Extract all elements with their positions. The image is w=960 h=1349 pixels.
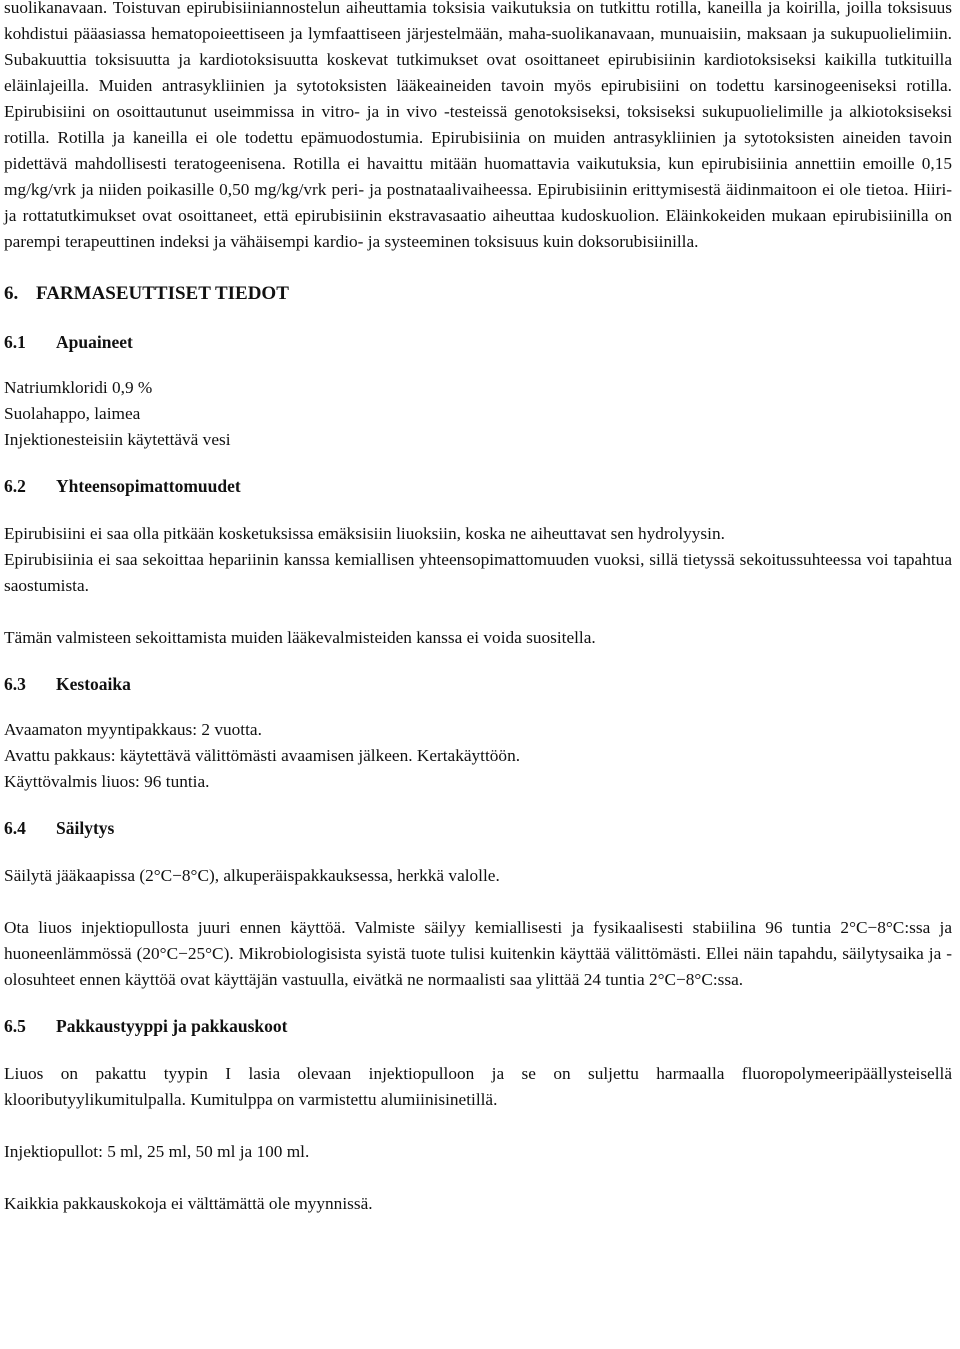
excipients-list: [4, 375, 952, 453]
section-6-heading: [4, 281, 952, 307]
incompatibility-note: Tämän valmisteen sekoittamista muiden lääkevalmisteiden kanssa ei voida suositella.: [4, 628, 596, 647]
section-6-5-number: 6.5: [4, 1016, 26, 1036]
document-page: [4, 0, 952, 1217]
excipient-item: Suolahappo, laimea: [4, 404, 141, 423]
package-availability-note: Kaikkia pakkauskokoja ei välttämättä ole myynnissä.: [4, 1194, 373, 1213]
section-6-1-number: 6.1: [4, 332, 26, 352]
section-6-3-title: Kestoaika: [56, 674, 131, 694]
shelf-life-list: [4, 717, 952, 795]
section-6-title: FARMASEUTTISET TIEDOT: [36, 283, 289, 304]
package-sizes: Injektiopullot: 5 ml, 25 ml, 50 ml ja 100 ml.: [4, 1142, 310, 1161]
incompatibility-line: Epirubisiini ei saa olla pitkään kosketuksissa emäksisiin liuoksiin, koska ne aiheuttavat sen hydrolyysin.: [4, 524, 725, 543]
section-6-number: 6.: [4, 283, 19, 304]
section-6-3-number: 6.3: [4, 674, 26, 694]
section-6-3-heading: [4, 671, 952, 697]
storage-paragraph-2: Ota liuos injektiopullosta juuri ennen käyttöä. Valmiste säilyy kemiallisesti ja fysikaalisesti stabiilina 96 tuntia 2°C−8°C:ssa ja huoneenlämmössä (20°C−25°C). Mikrobiologisista syistä tuote tulisi kuitenkin käyttää välittömästi. Ellei näin tapahdu, säilytysaika ja -olosuhteet ennen käyttöä ovat käyttäjän vastuulla, eivätkä ne normaalisti saa ylittää 24 tuntia 2°C−8°C:ssa.: [4, 918, 952, 989]
package-paragraph-1: Liuos on pakattu tyypin I lasia olevaan injektiopulloon ja se on suljettu harmaalla fluoropolymeeripäällysteisellä klooributyylikumitulpalla. Kumitulppa on varmistettu alumiinisinetillä.: [4, 1064, 952, 1109]
intro-paragraph: suolikanavaan. Toistuvan epirubisiiniannostelun aiheuttamia toksisia vaikutuksia on tutkittu rotilla, kaneilla ja koirilla, joilla toksisuus kohdistui pääasiassa hematopoieettiseen ja lymfaattiseen järjestelmään, maha-suolikanavaan, munuaisiin, maksaan ja sukupuolielimiin. Subakuuttia toksisuutta ja kardiotoksisuutta koskevat tutkimukset ovat osoittaneet epirubisiinin kardiotoksiseksi kaikilla tutkituilla eläinlajeilla. Muiden antrasykliinien ja sytotoksisten lääkeaineiden tavoin myös epirubisiini on todettu karsinogeeniseksi rotilla. Epirubisiini on osoittautunut useimmissa in vitro- ja in vivo -testeissä genotoksiseksi, toksiseksi sukupuolielimille ja alkiotoksiseksi rotilla. Rotilla ja kaneilla ei ole todettu epämuodostumia. Epirubisiinia on muiden antrasykliinien ja sytotoksisten aineiden tavoin pidettävä mahdollisesti teratogeenisena. Rotilla ei havaittu mitään huomattavia vaikutuksia, kun epirubisiinia annettiin emoille 0,15 mg/kg/vrk ja niiden poikasille 0,50 mg/kg/vrk peri- ja postnataalivaiheessa. Epirubisiinin erittymisestä äidinmaitoon ei ole tietoa. Hiiri- ja rottatutkimukset ovat osoittaneet, että epirubisiinin ekstravasaatio aiheuttaa kudoskuolion. Eläinkokeiden mukaan epirubisiinilla on parempi terapeuttinen indeksi ja vähäisempi kardio- ja systeeminen toksisuus kuin doksorubisiinilla.: [4, 0, 952, 251]
shelf-life-item: Avaamaton myyntipakkaus: 2 vuotta.: [4, 720, 262, 739]
incompatibilities-paragraph: [4, 521, 952, 599]
shelf-life-item: Käyttövalmis liuos: 96 tuntia.: [4, 772, 210, 791]
storage-paragraph-1: Säilytä jääkaapissa (2°C−8°C), alkuperäispakkauksessa, herkkä valolle.: [4, 866, 500, 885]
section-6-4-heading: [4, 815, 952, 841]
section-6-5-title: Pakkaustyyppi ja pakkauskoot: [56, 1016, 288, 1036]
excipient-item: Injektionesteisiin käytettävä vesi: [4, 430, 231, 449]
section-6-4-title: Säilytys: [56, 818, 115, 838]
section-6-5-heading: [4, 1013, 952, 1039]
section-6-2-number: 6.2: [4, 476, 26, 496]
incompatibility-text: Epirubisiinia ei saa sekoittaa hepariinin kanssa kemiallisen yhteensopimattomuuden vuoksi, sillä tietyssä sekoitussuhteessa voi tapahtua saostumista.: [4, 550, 952, 595]
section-6-2-title: Yhteensopimattomuudet: [56, 476, 241, 496]
excipient-item: Natriumkloridi 0,9 %: [4, 378, 153, 397]
section-6-1-heading: [4, 329, 952, 355]
section-6-4-number: 6.4: [4, 818, 26, 838]
shelf-life-item: Avattu pakkaus: käytettävä välittömästi avaamisen jälkeen. Kertakäyttöön.: [4, 746, 521, 765]
section-6-1-title: Apuaineet: [56, 332, 133, 352]
section-6-2-heading: [4, 473, 952, 499]
